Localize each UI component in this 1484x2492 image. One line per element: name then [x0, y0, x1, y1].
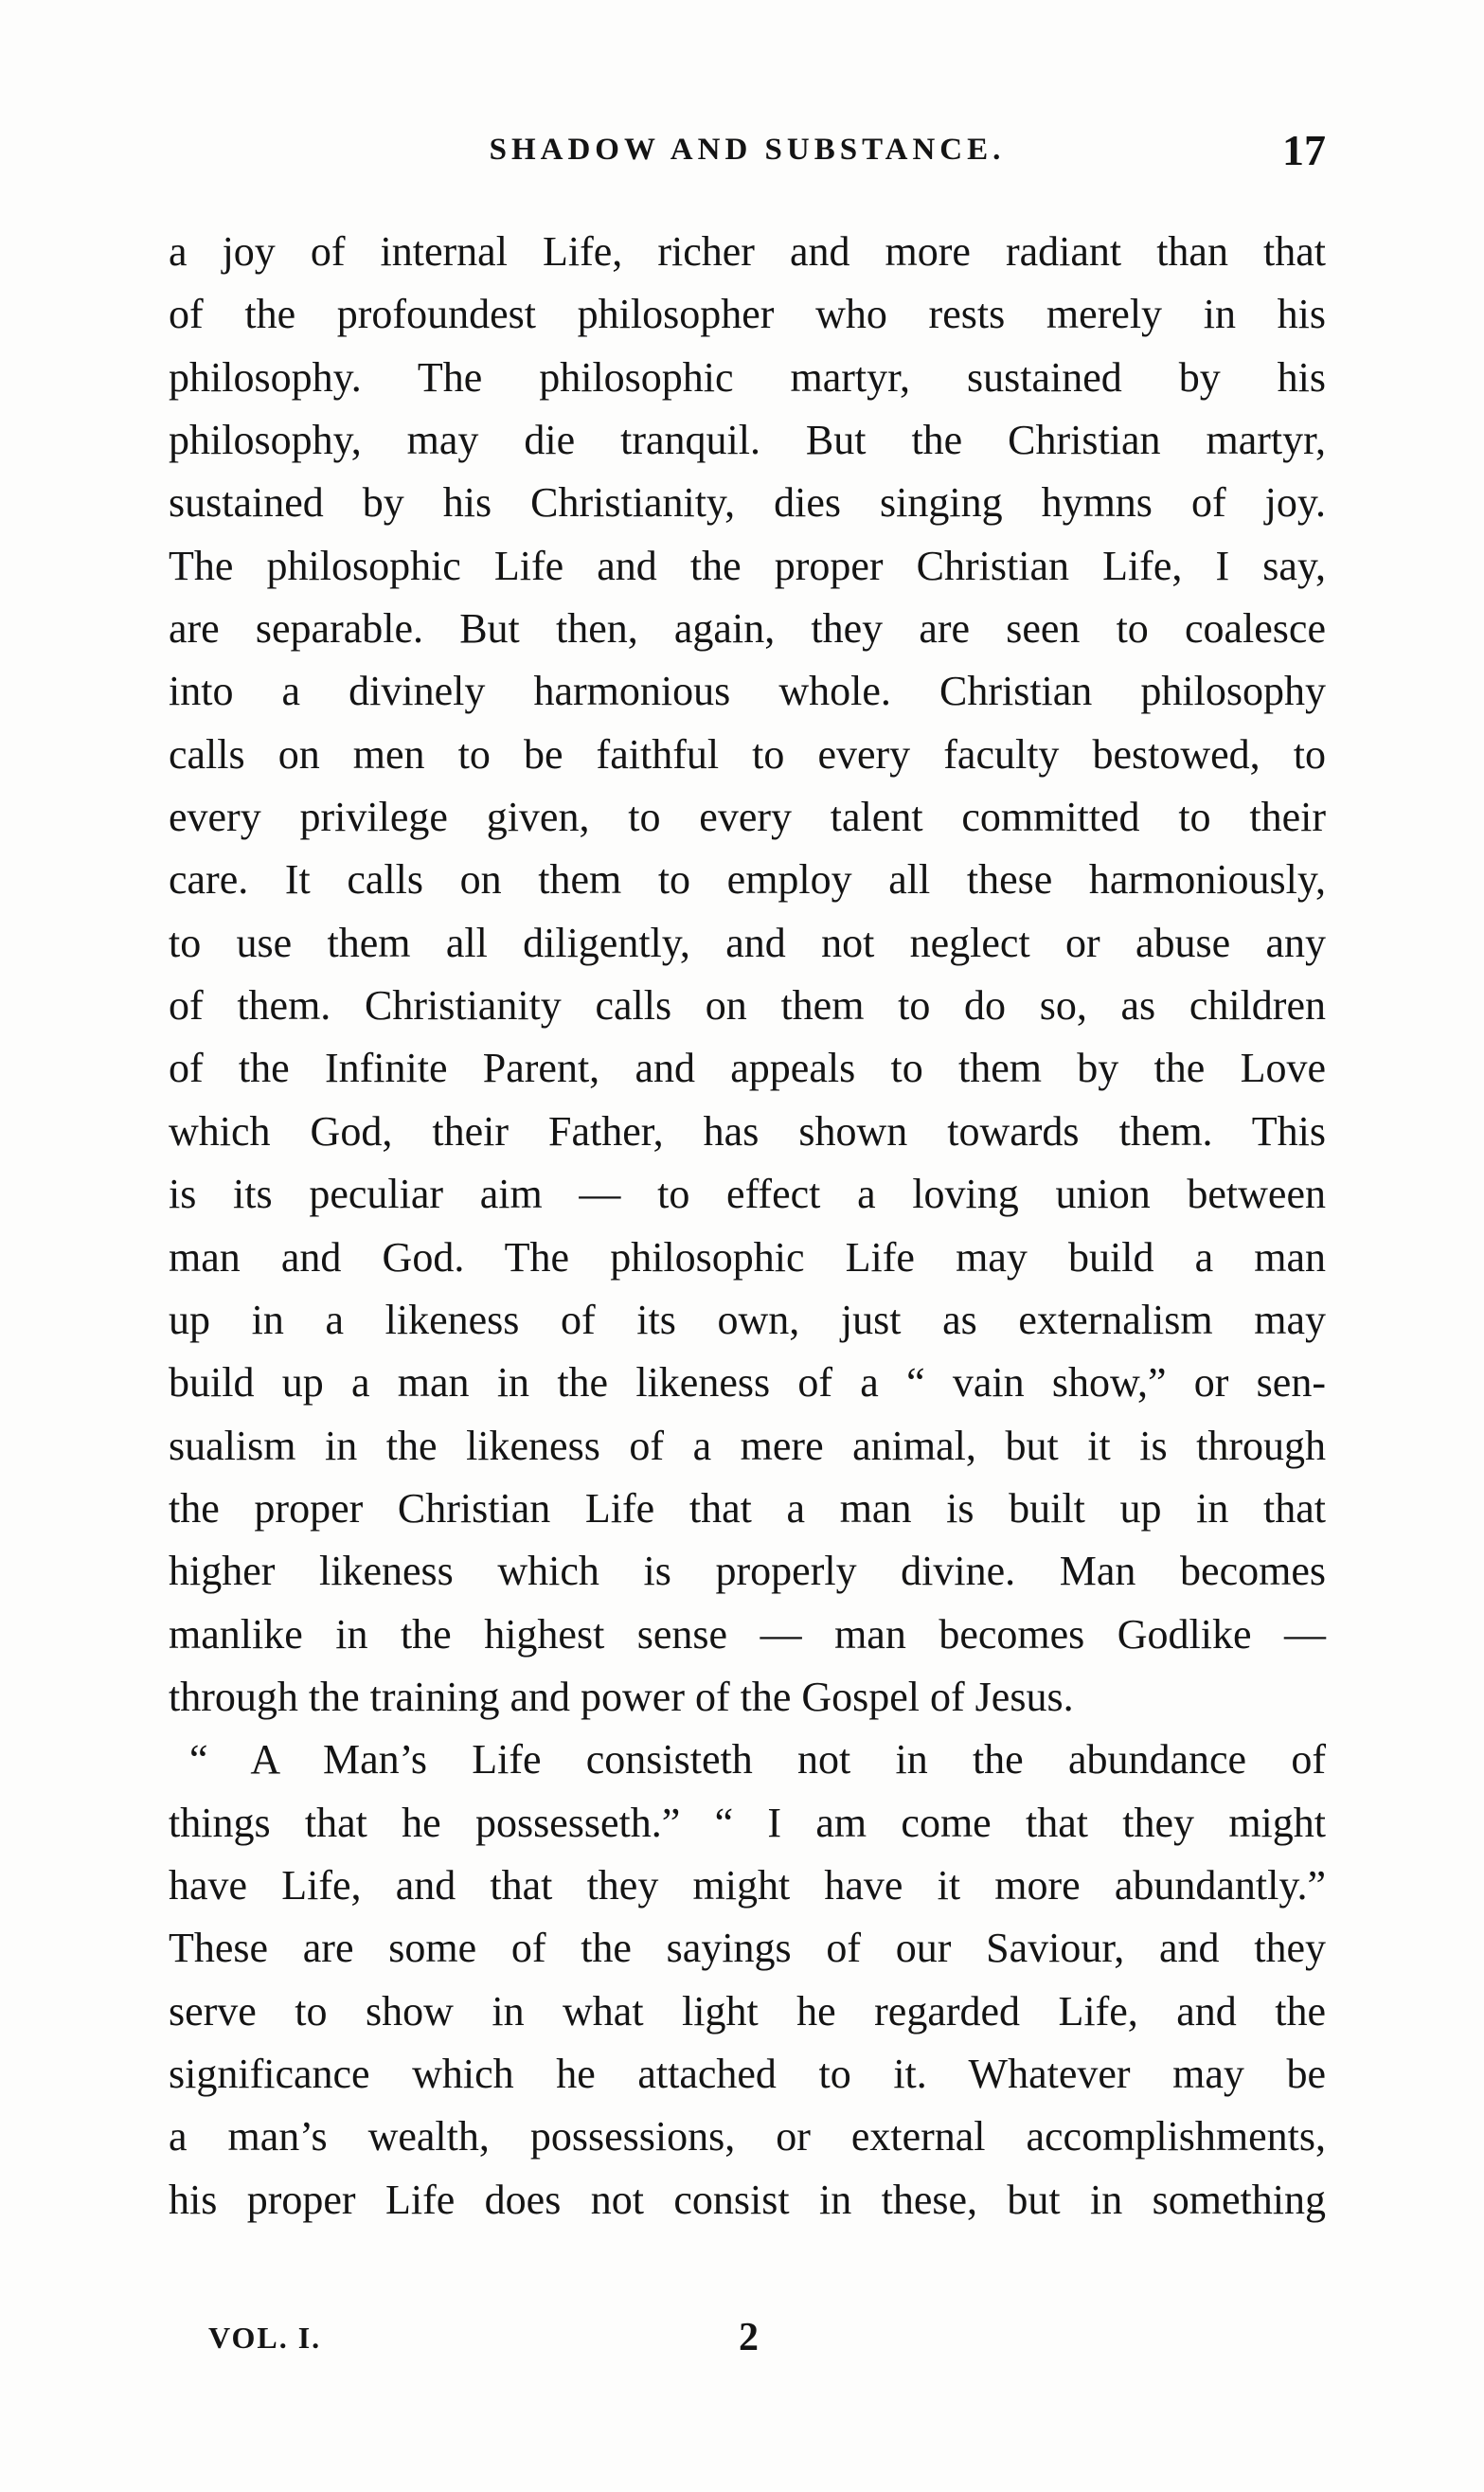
text-line: his proper Life does not consist in these, but in something [169, 2176, 1326, 2223]
text-line: sualism in the likeness of a mere animal, but it is through [169, 1422, 1326, 1469]
text-line: which God, their Father, has shown towards them. This [169, 1107, 1326, 1155]
text-line: of the profoundest philosopher who rests merely in his [169, 291, 1326, 338]
text-line: care. It calls on them to employ all these harmoniously, [169, 856, 1326, 904]
text-line: man and God. The philosophic Life may build a man [169, 1233, 1326, 1281]
text-line: into a divinely harmonious whole. Christian philosophy [169, 668, 1326, 715]
running-title: SHADOW AND SUBSTANCE. [489, 133, 1006, 167]
text-line: to use them all diligently, and not neglect or abuse any [169, 919, 1326, 966]
text-line: a joy of internal Life, richer and more radiant than that [169, 228, 1326, 275]
text-line: manlike in the highest sense — man becomes Godlike — [169, 1610, 1326, 1658]
text-line: higher likeness which is properly divine. Man becomes [169, 1548, 1326, 1595]
text-line: philosophy, may die tranquil. But the Christian martyr, [169, 417, 1326, 464]
text-line: of them. Christianity calls on them to do so, as children [169, 982, 1326, 1030]
text-line: build up a man in the likeness of a “ vain show,” or sen- [169, 1359, 1326, 1407]
text-line: a man’s wealth, possessions, or external accomplishments, [169, 2113, 1326, 2160]
text-line: are separable. But then, again, they are seen to coalesce [169, 605, 1326, 653]
text-line: These are some of the sayings of our Saviour, and they [169, 1925, 1326, 1972]
text-line: philosophy. The philosophic martyr, sustained by his [169, 353, 1326, 401]
text-line: every privilege given, to every talent committed to their [169, 794, 1326, 841]
volume-signature: VOL. I. [208, 2321, 322, 2355]
text-line: The philosophic Life and the proper Christian Life, I say, [169, 542, 1326, 589]
running-header [169, 125, 1326, 182]
body-text [169, 221, 1326, 2232]
text-line: the proper Christian Life that a man is built up in that [169, 1484, 1326, 1532]
text-line: up in a likeness of its own, just as externalism may [169, 1296, 1326, 1343]
text-line: “ A Man’s Life consisteth not in the abundance of [189, 1736, 1326, 1784]
page-number: 17 [1282, 126, 1326, 174]
text-line: sustained by his Christianity, dies singing hymns of joy. [169, 479, 1326, 527]
text-line: significance which he attached to it. Whatever may be [169, 2050, 1326, 2097]
text-line: through the training and power of the Gospel of Jesus. [169, 1673, 1074, 1720]
text-line: of the Infinite Parent, and appeals to them by the Love [169, 1045, 1326, 1092]
text-line: calls on men to be faithful to every faculty bestowed, to [169, 730, 1326, 778]
gathering-signature: 2 [739, 2316, 759, 2359]
text-line: is its peculiar aim — to effect a loving union between [169, 1171, 1326, 1218]
page-footer [208, 2316, 871, 2377]
text-line: serve to show in what light he regarded Life, and the [169, 1987, 1326, 2035]
text-line: have Life, and that they might have it more abundantly.” [169, 1861, 1326, 1909]
text-line: things that he possesseth.” “ I am come that they might [169, 1799, 1326, 1846]
